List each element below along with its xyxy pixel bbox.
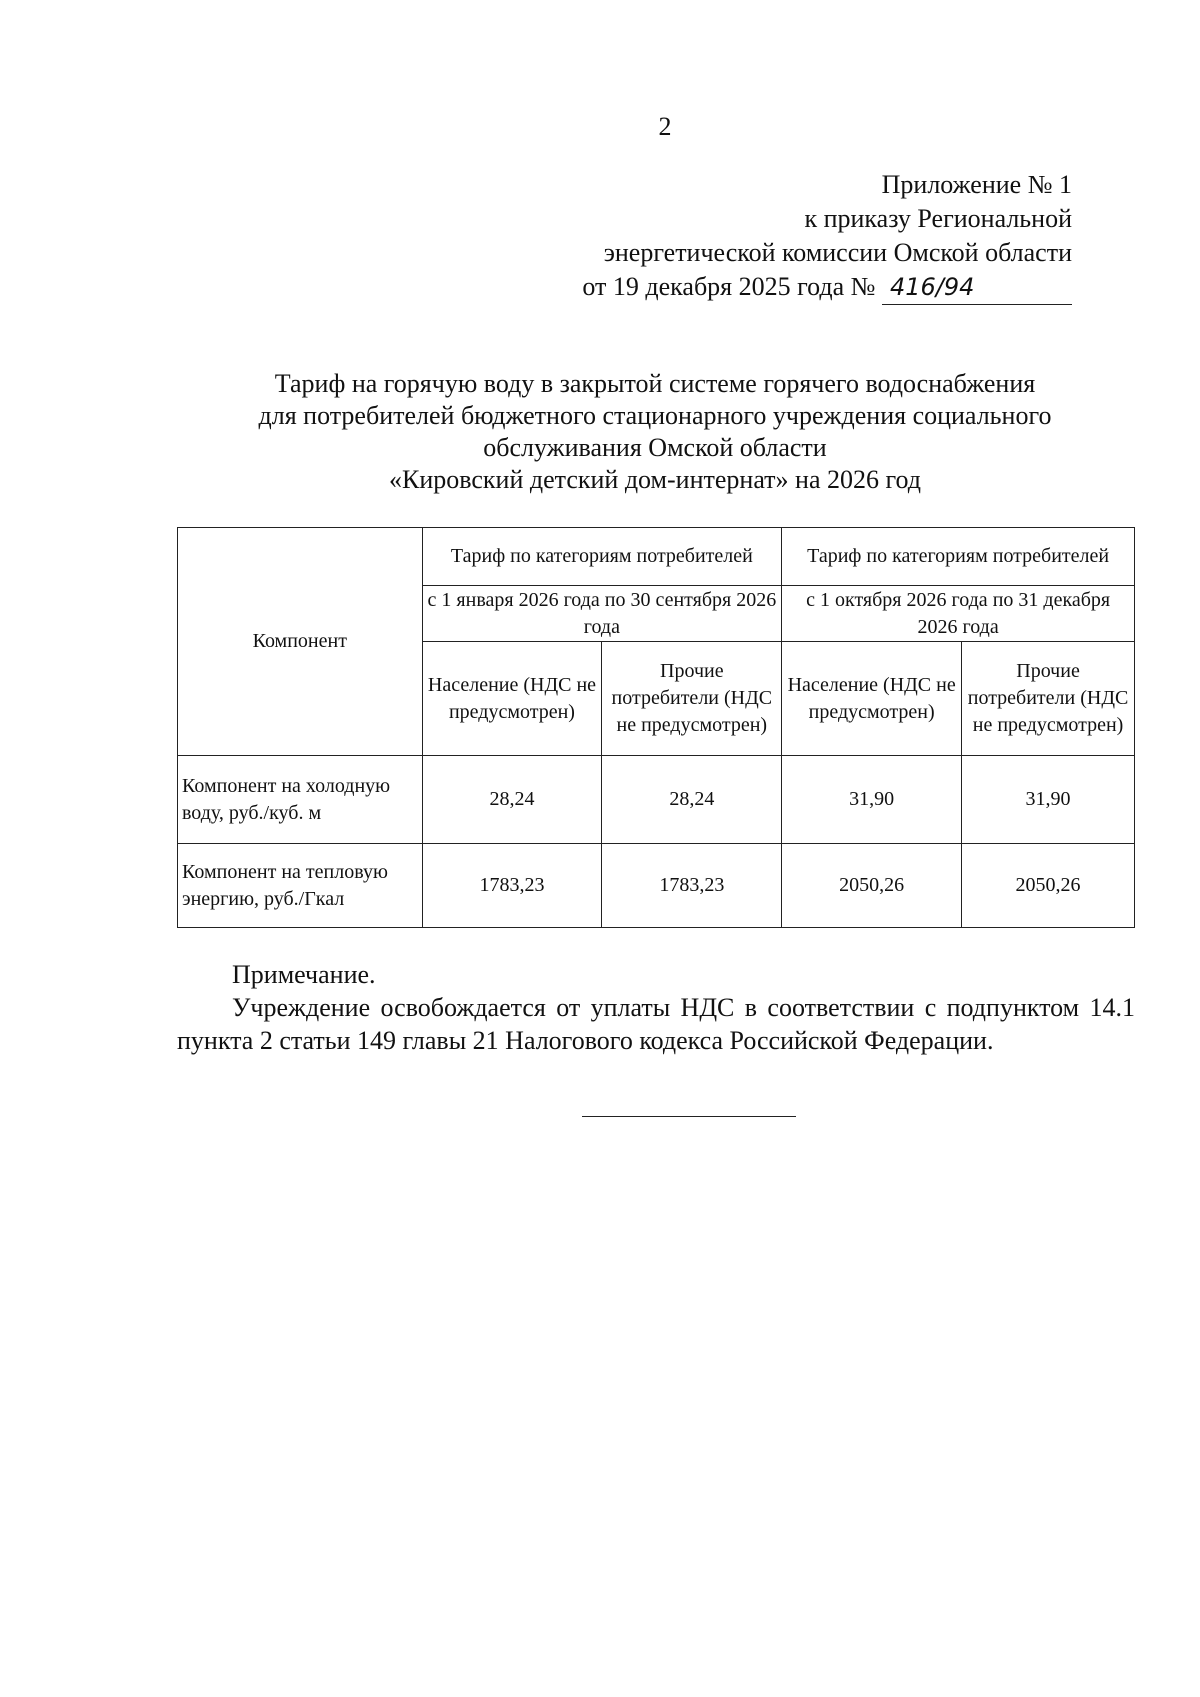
end-rule [582, 1116, 796, 1117]
table-cell: 28,24 [422, 756, 602, 844]
table-cell: 1783,23 [602, 844, 782, 928]
page-number: 2 [658, 112, 672, 141]
period-header: с 1 января 2026 года по 30 сентября 2026 года [422, 586, 782, 642]
group-header: Тариф по категориям потребителей [422, 528, 782, 586]
table-cell: 28,24 [602, 756, 782, 844]
order-number-handwritten: 416/94 [882, 270, 1072, 305]
table-cell: 2050,26 [962, 844, 1135, 928]
row-label: Компонент на тепловую энергию, руб./Гкал [178, 844, 423, 928]
document-title [180, 368, 1130, 496]
title-line: обслуживания Омской области [483, 433, 827, 462]
order-date-line [582, 270, 1072, 305]
note-text: Учреждение освобождается от уплаты НДС в соответствии с подпунктом 14.1 пункта 2 статьи 149 главы 21 Налогового кодекса Российской Федерации. [177, 993, 1135, 1055]
note-section [177, 958, 1135, 1057]
appendix-line: к приказу Региональной [804, 204, 1072, 233]
note-title: Примечание. [232, 960, 376, 989]
table-cell: 31,90 [782, 756, 962, 844]
table-row [178, 844, 1135, 928]
row-label: Компонент на холодную воду, руб./куб. м [178, 756, 423, 844]
tariff-table [177, 527, 1135, 928]
category-header-others: Прочие потребители (НДС не предусмотрен) [962, 642, 1135, 756]
table-row [178, 756, 1135, 844]
appendix-line: Приложение № 1 [881, 170, 1072, 199]
order-date: от 19 декабря 2025 года № [582, 272, 876, 301]
table-cell: 31,90 [962, 756, 1135, 844]
table-cell: 1783,23 [422, 844, 602, 928]
appendix-block [582, 168, 1072, 305]
period-header: с 1 октября 2026 года по 31 декабря 2026 года [782, 586, 1135, 642]
appendix-line: энергетической комиссии Омской области [603, 238, 1072, 267]
category-header-others: Прочие потребители (НДС не предусмотрен) [602, 642, 782, 756]
category-header-population: Население (НДС не предусмотрен) [422, 642, 602, 756]
component-header: Компонент [178, 528, 423, 756]
title-line: Тариф на горячую воду в закрытой системе горячего водоснабжения [274, 369, 1036, 398]
table-cell: 2050,26 [782, 844, 962, 928]
title-line: для потребителей бюджетного стационарного учреждения социального [258, 401, 1052, 430]
category-header-population: Население (НДС не предусмотрен) [782, 642, 962, 756]
group-header: Тариф по категориям потребителей [782, 528, 1135, 586]
title-line: «Кировский детский дом-интернат» на 2026 год [389, 465, 921, 494]
